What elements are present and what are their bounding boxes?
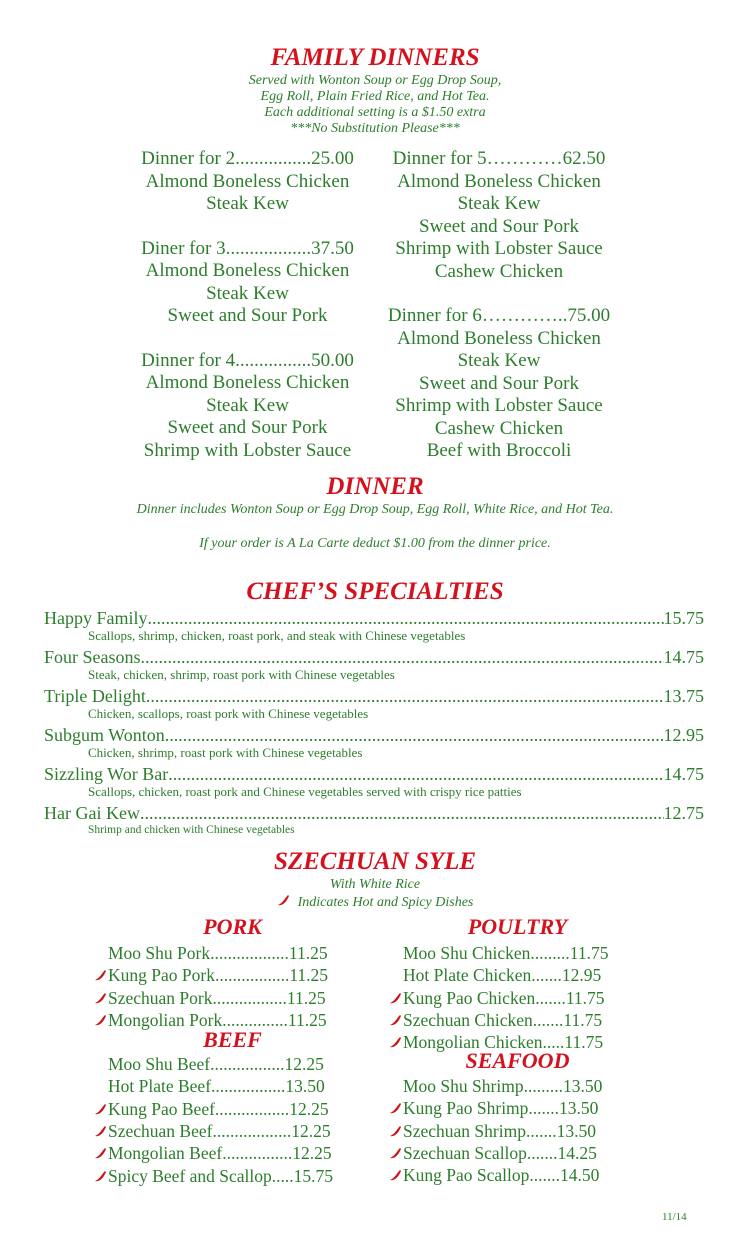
subtitle-line: Each additional setting is a $1.50 extra [264, 105, 486, 120]
dinner-heading: Dinner for 6…………..75.00 [387, 305, 611, 326]
specialty-price: 14.75 [663, 764, 704, 784]
dinner-heading: Dinner for 4................50.00 [141, 349, 354, 371]
dinner-for-4 [120, 350, 375, 463]
specialty-description: Steak, chicken, shrimp, roast pork with Chinese vegetables [88, 667, 395, 682]
menu-item-text: Kung Pao Pork.................11.25 [108, 965, 329, 986]
specialty-item [44, 764, 704, 799]
menu-item [94, 1098, 329, 1120]
dinner-for-2 [120, 148, 375, 216]
menu-item-text: Mongolian Chicken.....11.75 [403, 1032, 604, 1053]
hot-legend-text: Indicates Hot and Spicy Dishes [297, 895, 474, 910]
chefs-specialties-title: CHEF’S SPECIALTIES [246, 578, 504, 605]
menu-item-text: Szechuan Beef..................12.25 [108, 1120, 331, 1141]
specialty-name: Subgum Wonton [44, 725, 165, 745]
menu-item [403, 1075, 602, 1097]
dinner-item: Cashew Chicken [434, 417, 564, 439]
dinner-item: Almond Boneless Chicken [145, 372, 350, 393]
menu-item [403, 942, 608, 964]
dinner-item: Steak Kew [457, 193, 541, 214]
menu-item [108, 1075, 325, 1097]
dinner-item: Almond Boneless Chicken [397, 170, 601, 192]
specialty-item [44, 608, 704, 643]
chili-pepper-icon [94, 1099, 107, 1112]
menu-item [389, 1097, 598, 1119]
menu-item [94, 1165, 333, 1187]
subtitle-line: ***No Substitution Please*** [290, 121, 460, 136]
family-dinners-subtitle [0, 73, 750, 137]
menu-item [389, 1009, 602, 1031]
dinner-note-1: Dinner includes Wonton Soup or Egg Drop Soup, Egg Roll, White Rice, and Hot Tea. [136, 502, 614, 517]
specialty-description: Scallops, chicken, roast pork and Chinese vegetables served with crispy rice patties [88, 784, 522, 799]
specialty-name: Triple Delight [44, 686, 146, 706]
specialty-description: Scallops, shrimp, chicken, roast pork, and steak with Chinese vegetables [88, 628, 466, 643]
dinner-heading: Dinner for 2................25.00 [141, 148, 354, 169]
dinner-item: Shrimp with Lobster Sauce [395, 238, 603, 259]
specialty-price: 12.75 [663, 803, 704, 823]
chili-pepper-icon [389, 1010, 402, 1023]
dinner-title: DINNER [326, 473, 424, 500]
specialty-price: 15.75 [663, 608, 704, 628]
chili-pepper-icon [94, 1121, 107, 1134]
specialty-item [44, 803, 704, 838]
menu-item [108, 942, 328, 964]
menu-item-text: Moo Shu Beef.................12.25 [108, 1054, 324, 1074]
specialty-description: Shrimp and chicken with Chinese vegetables [88, 824, 295, 836]
szechuan-hot-legend [0, 894, 750, 911]
family-dinners-left-column [120, 148, 375, 484]
menu-item-text: Spicy Beef and Scallop.....15.75 [108, 1165, 334, 1186]
menu-item-text: Hot Plate Beef.................13.50 [108, 1076, 325, 1097]
menu-item-text: Moo Shu Pork..................11.25 [108, 943, 328, 963]
dinner-item: Steak Kew [206, 282, 289, 304]
szechuan-title: SZECHUAN SYLE [273, 848, 477, 875]
menu-item [403, 964, 601, 986]
menu-item [389, 1142, 597, 1164]
dinner-heading: Dinner for 5…………62.50 [392, 148, 606, 169]
menu-item-text: Szechuan Chicken.......11.75 [403, 1009, 603, 1030]
chili-pepper-icon [389, 1165, 402, 1178]
menu-item [389, 987, 605, 1009]
menu-item-text: Moo Shu Chicken.........11.75 [403, 943, 609, 963]
specialty-name: Sizzling Wor Bar [44, 764, 169, 784]
beef-heading: BEEF [203, 1027, 262, 1052]
menu-item-text: Moo Shu Shrimp.........13.50 [403, 1076, 603, 1096]
specialty-item [44, 725, 704, 760]
menu-item-text: Kung Pao Shrimp.......13.50 [403, 1098, 599, 1119]
menu-item-text: Szechuan Shrimp.......13.50 [403, 1120, 596, 1141]
dinner-heading: Diner for 3..................37.50 [141, 237, 354, 259]
dinner-for-6 [378, 305, 620, 463]
dinner-item: Almond Boneless Chicken [397, 327, 601, 349]
dinner-for-3 [120, 238, 375, 328]
dinner-item: Shrimp with Lobster Sauce [395, 395, 603, 416]
dinner-note-2: If your order is A La Carte deduct $1.00 from the dinner price. [199, 536, 551, 551]
specialty-name: Har Gai Kew [44, 803, 140, 823]
menu-item-text: Kung Pao Chicken.......11.75 [403, 987, 605, 1008]
menu-item-text: Szechuan Pork.................11.25 [108, 987, 326, 1008]
page-number: 11/14 [662, 1211, 687, 1223]
chili-pepper-icon [94, 988, 107, 1001]
dinner-item: Steak Kew [206, 394, 289, 416]
dinner-item: Almond Boneless Chicken [145, 260, 350, 281]
subtitle-line: Served with Wonton Soup or Egg Drop Soup, [248, 73, 502, 88]
chili-pepper-icon [389, 1143, 402, 1156]
dinner-item: Cashew Chicken [434, 260, 564, 282]
dinner-item: Sweet and Sour Pork [167, 305, 328, 326]
szechuan-subtitle: With White Rice [329, 877, 421, 892]
menu-item [94, 987, 326, 1009]
chili-pepper-icon [389, 1121, 402, 1134]
menu-item-text: Mongolian Beef................12.25 [108, 1143, 332, 1164]
chili-pepper-icon [94, 1166, 107, 1179]
pork-heading: PORK [203, 914, 262, 939]
menu-item [389, 1120, 596, 1142]
menu-item [108, 1053, 324, 1075]
dinner-item: Almond Boneless Chicken [145, 170, 350, 192]
menu-item [94, 1120, 331, 1142]
poultry-heading: POULTRY [467, 914, 568, 939]
dinner-item: Steak Kew [206, 193, 289, 214]
specialty-price: 12.95 [663, 725, 704, 745]
subtitle-line: Egg Roll, Plain Fried Rice, and Hot Tea. [260, 89, 490, 104]
dinner-item: Steak Kew [457, 350, 541, 371]
dinner-item: Sweet and Sour Pork [167, 417, 328, 438]
menu-item-text: Kung Pao Scallop.......14.50 [403, 1165, 600, 1186]
menu-item-text: Szechuan Scallop.......14.25 [403, 1142, 597, 1163]
specialty-item [44, 647, 704, 682]
specialty-name: Four Seasons [44, 647, 141, 667]
dinner-item: Shrimp with Lobster Sauce [143, 439, 352, 461]
chili-pepper-icon [389, 1098, 402, 1111]
family-dinners-title: FAMILY DINNERS [270, 44, 480, 71]
menu-item-text: Mongolian Pork...............11.25 [108, 1009, 327, 1030]
chili-pepper-icon [389, 1032, 402, 1045]
dinner-item: Sweet and Sour Pork [419, 372, 579, 394]
chili-pepper-icon [389, 988, 402, 1001]
menu-item-text: Hot Plate Chicken.......12.95 [403, 965, 602, 986]
family-dinners-right-column [378, 148, 620, 485]
dinner-for-5 [378, 148, 620, 283]
specialty-description: Chicken, scallops, roast pork with Chinese vegetables [88, 706, 369, 721]
dinner-item: Sweet and Sour Pork [419, 215, 579, 237]
chili-pepper-icon [94, 965, 107, 978]
specialty-item [44, 686, 704, 721]
chili-pepper-icon [94, 1010, 107, 1023]
chili-pepper-icon [277, 894, 290, 907]
specialty-price: 14.75 [663, 647, 704, 667]
menu-item [94, 964, 328, 986]
specialty-description: Chicken, shrimp, roast pork with Chinese vegetables [88, 745, 363, 760]
chili-pepper-icon [94, 1143, 107, 1156]
dinner-item: Beef with Broccoli [426, 440, 572, 461]
menu-item-text: Kung Pao Beef.................12.25 [108, 1098, 329, 1119]
seafood-heading: SEAFOOD [465, 1048, 570, 1073]
menu-item [94, 1142, 332, 1164]
menu-item [389, 1164, 599, 1186]
specialty-name: Happy Family [44, 608, 148, 628]
specialty-price: 13.75 [663, 686, 704, 706]
